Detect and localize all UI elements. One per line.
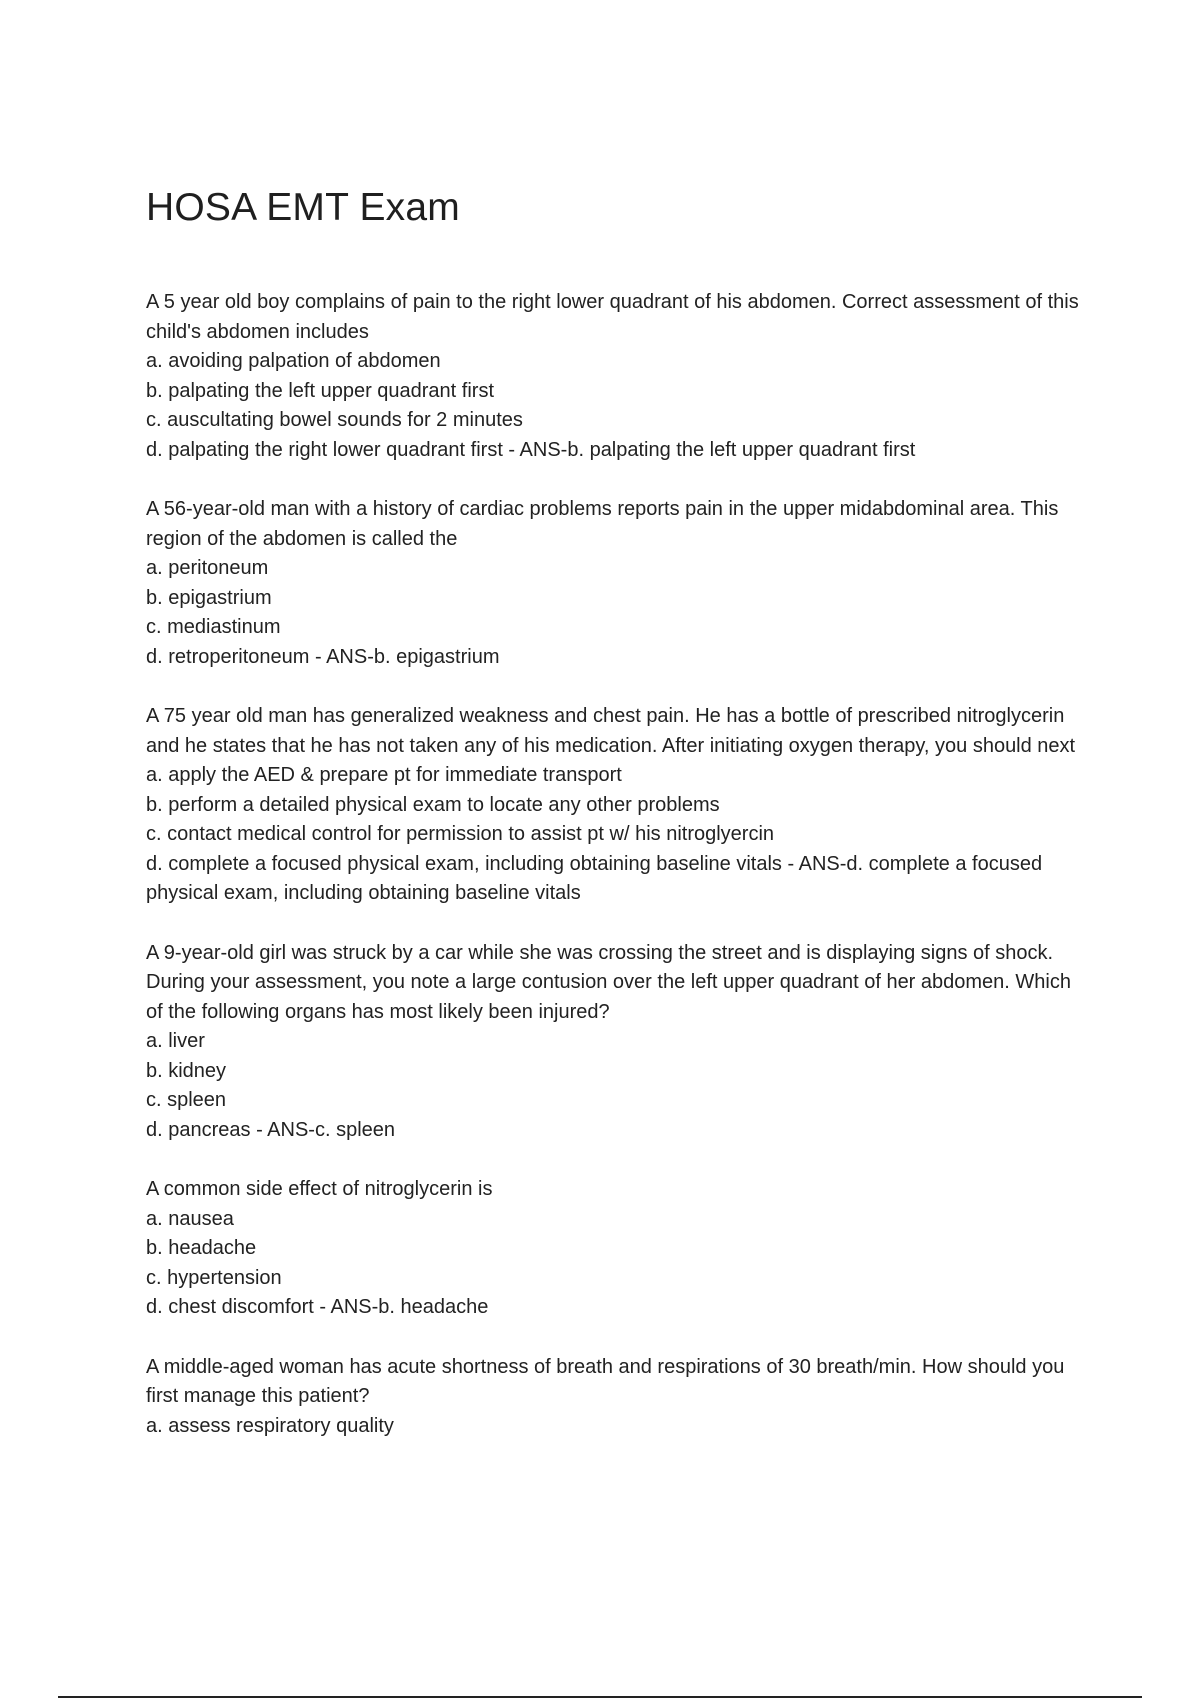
answer-option-with-key (146, 643, 1086, 673)
question-text: A 75 year old man has generalized weakness and chest pain. He has a bottle of prescribed nitroglycerin and he states that he has not taken any of his medication. After initiating oxygen therapy, you should next (146, 705, 1076, 757)
answer-option: a. apply the AED & prepare pt for immediate transport (146, 764, 622, 786)
question-block (146, 495, 1086, 672)
answer-option: a. nausea (146, 1207, 234, 1230)
question-block (146, 1353, 1086, 1442)
page-bottom-divider (58, 1696, 1142, 1698)
answer-key: - ANS-d. complete a focused physical exam, including obtaining baseline vitals (146, 852, 1043, 904)
question-text: A 5 year old boy complains of pain to the right lower quadrant of his abdomen. Correct assessment of this child's abdomen includes (146, 291, 1079, 343)
answer-option: d. chest discomfort (146, 1296, 314, 1318)
answer-option: a. avoiding palpation of abdomen (146, 350, 441, 372)
answer-option: b. headache (146, 1237, 257, 1259)
question-block (146, 1175, 1086, 1323)
answer-key: - ANS-b. epigastrium (309, 645, 500, 668)
answer-option: d. pancreas (146, 1118, 251, 1141)
answer-option: c. auscultating bowel sounds for 2 minutes (146, 409, 523, 431)
answer-option: d. palpating the right lower quadrant first (146, 438, 503, 461)
answer-option-with-key (146, 1116, 1086, 1146)
answer-option: b. perform a detailed physical exam to locate any other problems (146, 793, 720, 816)
answer-option-with-key (146, 436, 1086, 466)
document-page (146, 184, 1086, 1471)
answer-option: c. contact medical control for permission to assist pt w/ his nitroglyercin (146, 823, 775, 845)
answer-option-with-key (146, 850, 1086, 909)
answer-key: - ANS-c. spleen (250, 1118, 396, 1141)
answer-option: d. complete a focused physical exam, including obtaining baseline vitals (146, 852, 782, 875)
question-text: A 9-year-old girl was struck by a car while she was crossing the street and is displaying signs of shock. During your assessment, you note a large contusion over the left upper quadrant of her abdomen. Which of the following organs has most likely been injured? (146, 941, 1071, 1023)
answer-option: a. peritoneum (146, 557, 269, 579)
answer-option: d. retroperitoneum (146, 645, 310, 668)
question-block (146, 939, 1086, 1146)
answer-option-with-key (146, 1293, 1086, 1323)
answer-option: c. spleen (146, 1089, 227, 1111)
answer-key: - ANS-b. palpating the left upper quadrant first (502, 438, 916, 461)
question-text: A middle-aged woman has acute shortness of breath and respirations of 30 breath/min. How should you first manage this patient? (146, 1355, 1065, 1407)
answer-option: b. epigastrium (146, 586, 272, 609)
question-block (146, 702, 1086, 909)
answer-option: b. kidney (146, 1059, 227, 1082)
answer-key: - ANS-b. headache (313, 1296, 489, 1318)
question-text: A common side effect of nitroglycerin is (146, 1178, 493, 1200)
question-block (146, 288, 1086, 465)
page-title: HOSA EMT Exam (146, 186, 460, 229)
answer-option: c. mediastinum (146, 616, 281, 638)
answer-option: c. hypertension (146, 1266, 282, 1289)
answer-option: a. liver (146, 1030, 205, 1052)
question-text: A 56-year-old man with a history of cardiac problems reports pain in the upper midabdominal area. This region of the abdomen is called the (146, 498, 1059, 550)
answer-option: b. palpating the left upper quadrant first (146, 379, 495, 402)
answer-option: a. assess respiratory quality (146, 1414, 394, 1437)
